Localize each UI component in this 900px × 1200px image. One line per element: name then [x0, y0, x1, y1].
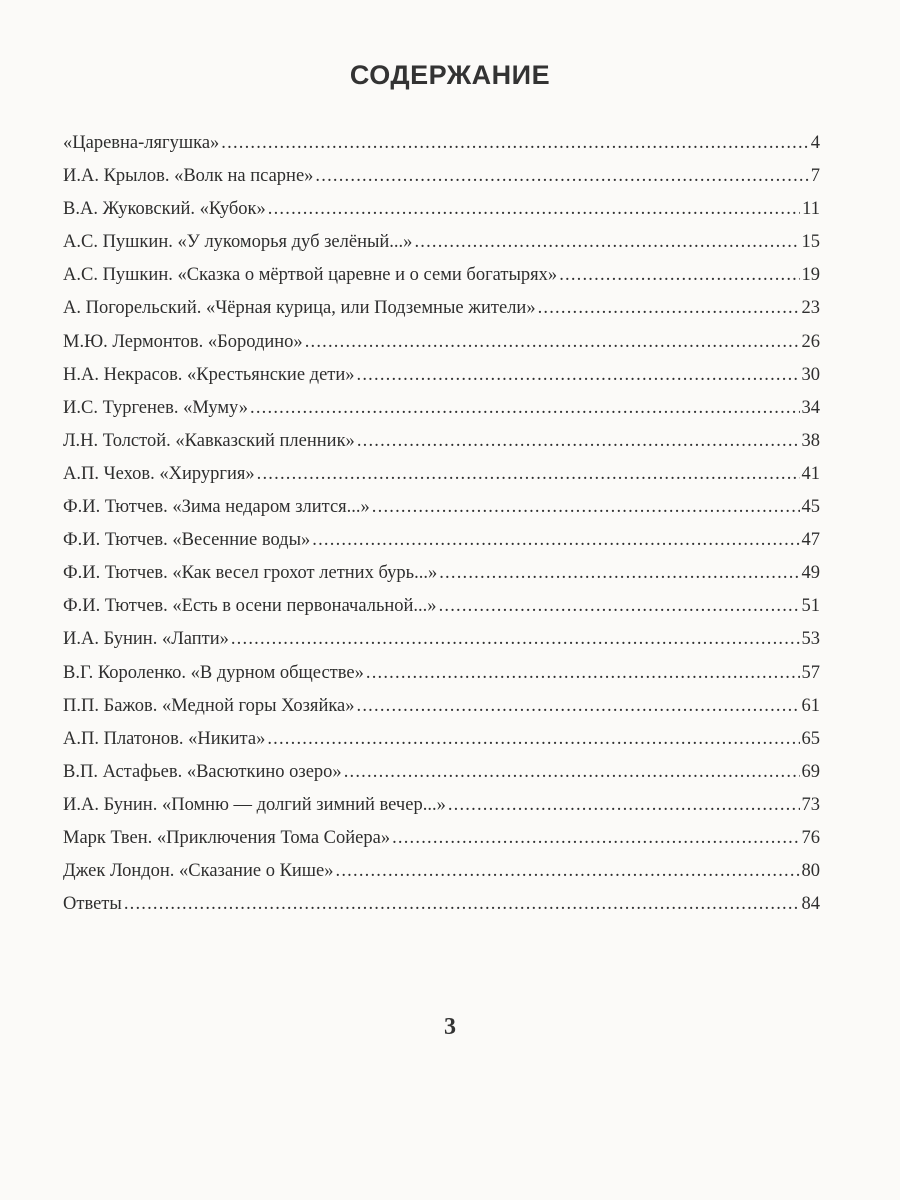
toc-entry-page: 61 — [801, 695, 820, 716]
toc-entry-title: И.А. Крылов. «Волк на псарне» — [63, 166, 314, 187]
dot-leader — [315, 166, 808, 187]
toc-entry — [63, 166, 820, 199]
toc-entry — [63, 762, 820, 795]
dot-leader — [414, 232, 799, 253]
toc-entry-page: 51 — [801, 596, 820, 617]
toc-entry — [63, 232, 820, 265]
toc-entry-title: «Царевна-лягушка» — [63, 133, 220, 153]
toc-entry-page: 4 — [810, 133, 820, 153]
toc-entry-page: 73 — [801, 794, 820, 815]
toc-entry — [63, 596, 820, 629]
toc-entry — [63, 861, 820, 894]
toc-entry — [63, 199, 820, 232]
toc-entry-title: А.С. Пушкин. «Сказка о мёртвой царевне и о семи богатырях» — [63, 265, 558, 286]
toc-entry-page: 45 — [801, 497, 820, 518]
toc-entry — [63, 265, 820, 298]
toc-entry-title: И.А. Бунин. «Лапти» — [63, 629, 229, 650]
table-of-contents — [63, 133, 820, 927]
toc-entry — [63, 629, 820, 662]
toc-entry-page: 49 — [801, 563, 820, 584]
toc-entry — [63, 431, 820, 464]
toc-entry-page: 15 — [801, 232, 820, 253]
toc-entry-page: 84 — [801, 894, 820, 915]
dot-leader — [312, 530, 799, 551]
toc-entry — [63, 894, 820, 927]
toc-entry — [63, 133, 820, 166]
toc-entry-title: П.П. Бажов. «Медной горы Хозяйка» — [63, 695, 355, 716]
toc-entry-page: 11 — [802, 199, 820, 220]
toc-entry-page: 47 — [801, 530, 820, 551]
toc-entry — [63, 332, 820, 365]
toc-entry-page: 34 — [801, 397, 820, 418]
toc-entry — [63, 828, 820, 861]
toc-entry-page: 69 — [801, 761, 820, 782]
toc-entry-title: И.А. Бунин. «Помню — долгий зимний вечер...» — [63, 794, 446, 815]
toc-entry — [63, 729, 820, 762]
dot-leader — [559, 265, 799, 286]
page-number: 3 — [444, 1014, 456, 1040]
toc-entry-page: 53 — [801, 629, 820, 650]
toc-entry — [63, 663, 820, 696]
toc-entry-page: 19 — [801, 265, 820, 286]
toc-entry-title: Джек Лондон. «Сказание о Кише» — [63, 861, 334, 882]
dot-leader — [439, 563, 799, 584]
dot-leader — [250, 398, 799, 419]
toc-entry-title: Л.Н. Толстой. «Кавказский пленник» — [63, 430, 355, 451]
toc-entry — [63, 530, 820, 563]
toc-entry-title: И.С. Тургенев. «Муму» — [63, 397, 249, 418]
toc-entry-title: Ф.И. Тютчев. «Зима недаром злится...» — [63, 497, 370, 518]
toc-entry-title: М.Ю. Лермонтов. «Бородино» — [63, 331, 303, 352]
dot-leader — [357, 365, 800, 386]
toc-entry — [63, 497, 820, 530]
dot-leader — [124, 894, 800, 915]
toc-entry — [63, 464, 820, 497]
toc-entry-page: 23 — [801, 298, 820, 319]
toc-entry-title: А.П. Платонов. «Никита» — [63, 728, 266, 749]
toc-entry — [63, 298, 820, 331]
toc-entry — [63, 365, 820, 398]
toc-entry-title: Ф.И. Тютчев. «Есть в осени первоначальной...» — [63, 596, 437, 617]
toc-entry-page: 65 — [801, 728, 820, 749]
toc-entry-title: А.С. Пушкин. «У лукоморья дуб зелёный...» — [63, 232, 413, 253]
toc-entry-title: А.П. Чехов. «Хирургия» — [63, 463, 255, 484]
dot-leader — [257, 464, 800, 485]
dot-leader — [372, 497, 800, 518]
toc-entry-page: 57 — [801, 662, 820, 683]
toc-entry — [63, 795, 820, 828]
toc-entry — [63, 563, 820, 596]
dot-leader — [439, 596, 800, 617]
toc-entry-page: 80 — [801, 861, 820, 882]
toc-entry-title: В.Г. Короленко. «В дурном обществе» — [63, 662, 364, 683]
toc-entry-page: 7 — [810, 166, 820, 187]
toc-entry-page: 38 — [801, 430, 820, 451]
toc-entry-title: В.П. Астафьев. «Васюткино озеро» — [63, 761, 342, 782]
toc-entry-title: Ответы — [63, 894, 122, 915]
toc-entry-page: 30 — [801, 364, 820, 385]
toc-entry-title: Ф.И. Тютчев. «Весенние воды» — [63, 530, 311, 551]
dot-leader — [538, 298, 800, 319]
dot-leader — [344, 762, 800, 783]
toc-entry-title: Марк Твен. «Приключения Тома Сойера» — [63, 827, 391, 848]
toc-entry-title: В.А. Жуковский. «Кубок» — [63, 199, 266, 220]
dot-leader — [357, 431, 800, 452]
dot-leader — [448, 795, 800, 816]
toc-entry-page: 41 — [801, 463, 820, 484]
toc-entry-title: А. Погорельский. «Чёрная курица, или Подземные жители» — [63, 298, 536, 319]
dot-leader — [366, 663, 800, 684]
toc-entry — [63, 398, 820, 431]
dot-leader — [392, 828, 799, 849]
toc-entry — [63, 696, 820, 729]
dot-leader — [357, 696, 800, 717]
toc-entry-title: Ф.И. Тютчев. «Как весел грохот летних бурь...» — [63, 563, 438, 584]
toc-entry-title: Н.А. Некрасов. «Крестьянские дети» — [63, 364, 355, 385]
page-title: СОДЕРЖАНИЕ — [349, 60, 551, 90]
dot-leader — [267, 729, 799, 750]
dot-leader — [305, 332, 800, 353]
toc-entry-page: 76 — [801, 827, 820, 848]
dot-leader — [268, 199, 800, 220]
dot-leader — [231, 629, 800, 650]
toc-entry-page: 26 — [801, 331, 820, 352]
dot-leader — [221, 133, 808, 154]
dot-leader — [336, 861, 800, 882]
